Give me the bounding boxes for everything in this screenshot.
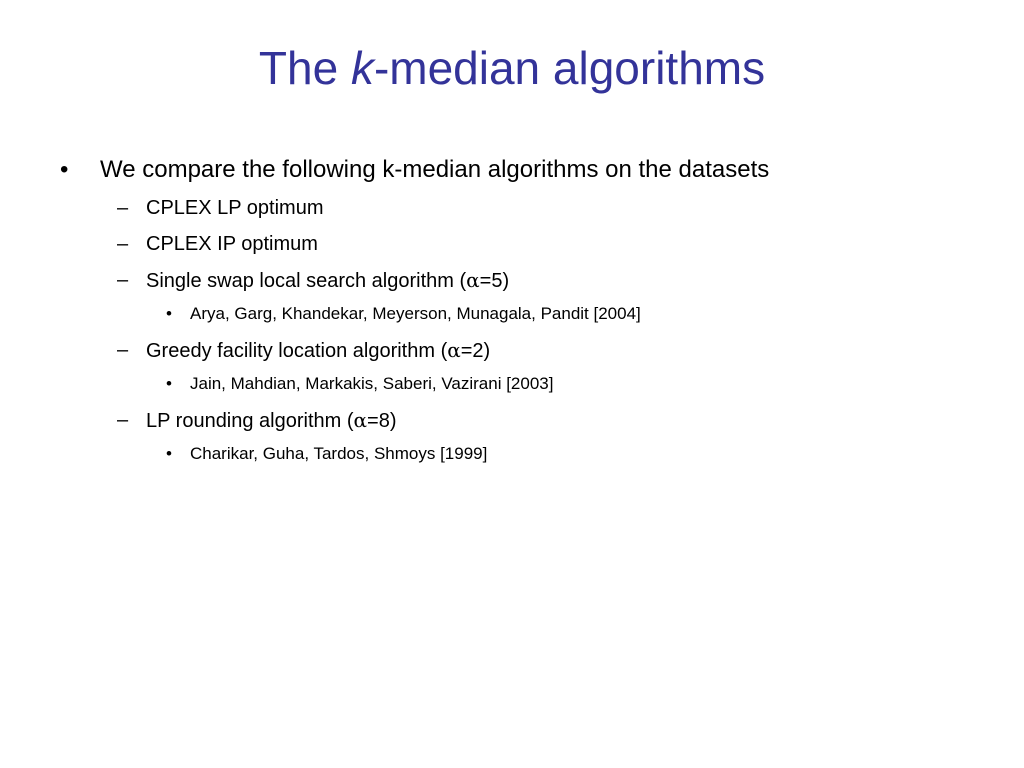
ref-charikar: Charikar, Guha, Tardos, Shmoys [1999] <box>190 444 488 463</box>
alpha-symbol: α <box>353 408 368 432</box>
intro-text: We compare the following k-median algorithms on the datasets <box>100 156 770 183</box>
dash-marker: – <box>117 409 129 431</box>
item-local-search-post: =5) <box>479 270 510 292</box>
sub-bullet-marker: • <box>166 304 172 323</box>
bullet-marker: • <box>60 156 69 183</box>
item-greedy-post: =2) <box>460 340 491 362</box>
item-lp-rounding-post: =8) <box>367 410 397 432</box>
ref-arya: Arya, Garg, Khandekar, Meyerson, Munagala, Pandit [2004] <box>190 304 641 323</box>
title-prefix: The <box>258 42 351 94</box>
sub-bullet-marker: • <box>166 444 172 463</box>
item-local-search <box>146 266 509 295</box>
dash-marker: – <box>117 339 129 361</box>
slide-title <box>0 38 1024 98</box>
title-italic-k: k <box>350 42 374 94</box>
item-local-search-pre: Single swap local search algorithm ( <box>146 270 467 292</box>
item-greedy-pre: Greedy facility location algorithm ( <box>146 340 448 362</box>
item-lp-rounding <box>146 406 397 435</box>
dash-marker: – <box>117 269 129 291</box>
sub-bullet-marker: • <box>166 374 172 393</box>
dash-marker: – <box>117 233 129 255</box>
title-suffix: -median algorithms <box>373 42 766 94</box>
item-cplex-ip: CPLEX IP optimum <box>146 233 318 255</box>
item-greedy <box>146 336 490 365</box>
item-cplex-lp: CPLEX LP optimum <box>146 197 324 219</box>
dash-marker: – <box>117 197 129 219</box>
ref-jain: Jain, Mahdian, Markakis, Saberi, Vazirani [2003] <box>190 374 554 393</box>
alpha-symbol: α <box>466 268 480 292</box>
item-lp-rounding-pre: LP rounding algorithm ( <box>146 410 354 432</box>
alpha-symbol: α <box>447 338 461 362</box>
